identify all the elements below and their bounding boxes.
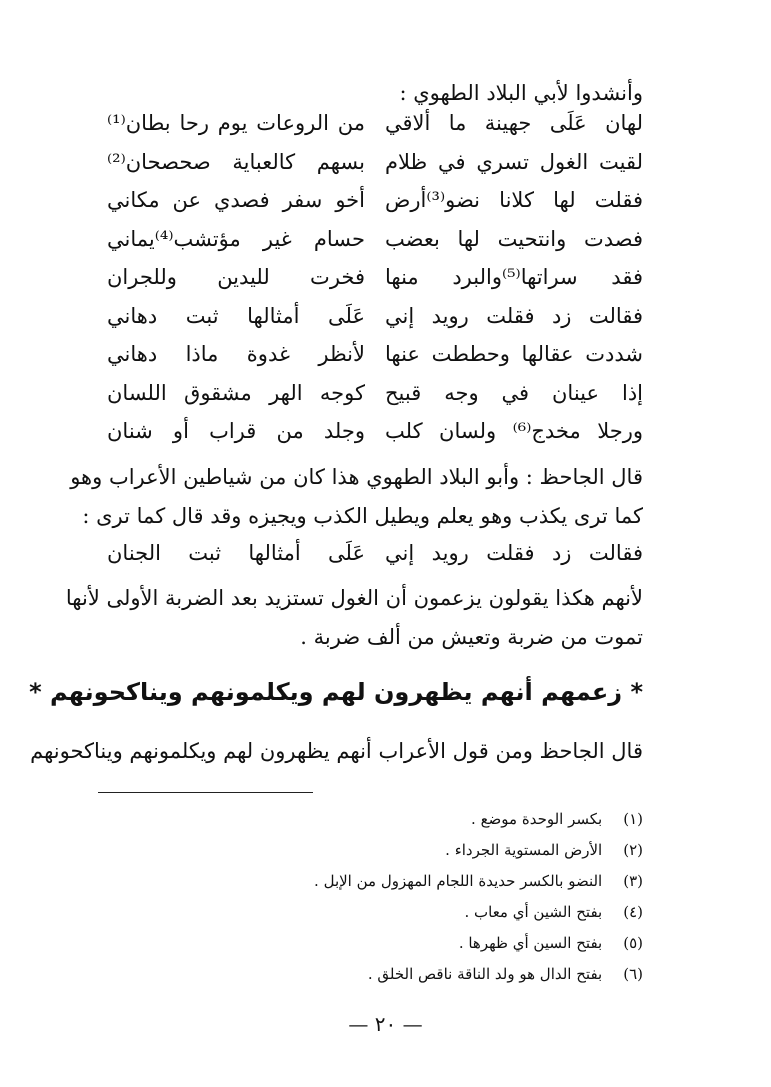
poem xyxy=(107,108,643,455)
poem-verse xyxy=(107,378,643,417)
poem-verse xyxy=(107,416,643,455)
verse-second-hemistich: حسام غير مؤتشب⁽⁴⁾يماني xyxy=(107,226,365,251)
verse-first-hemistich: لهان عَلَى جهينة ما ألاقي xyxy=(385,111,643,135)
paragraph-line: كما ترى يكذب وهو يعلم ويطيل الكذب ويجيزه وقد قال كما ترى : xyxy=(82,504,643,528)
footnote xyxy=(368,963,643,985)
footnote-number: (٦) xyxy=(623,965,643,983)
footnote-number: (٢) xyxy=(623,841,643,859)
verse-second-hemistich: بسهم كالعباية صحصحان⁽²⁾ xyxy=(107,149,365,174)
footnote xyxy=(464,901,643,923)
poem-verse xyxy=(107,108,643,147)
verse-first-hemistich: شددت عقالها وحططت عنها xyxy=(385,342,643,366)
footnote-text: الأرض المستوية الجرداء . xyxy=(445,841,603,859)
poem-verse xyxy=(107,185,643,224)
verse-first-hemistich: ورجلا مخدج⁽⁶⁾ ولسان كلب xyxy=(385,419,643,443)
footnote-divider xyxy=(98,792,313,793)
verse-second-hemistich: عَلَى أمثالها ثبت دهاني xyxy=(107,303,365,328)
verse-first-hemistich: فقلت لها كلانا نضو⁽³⁾أرض xyxy=(385,188,643,212)
footnote xyxy=(445,839,643,861)
verse-second-hemistich: كوجه الهر مشقوق اللسان xyxy=(107,380,365,405)
footnote xyxy=(459,932,643,954)
page-number: — ٢٠ — xyxy=(348,1012,423,1036)
footnote-text: بفتح الدال هو ولد الناقة ناقص الخلق . xyxy=(367,965,603,983)
verse-first-hemistich: فصدت وانتحيت لها بعضب xyxy=(385,226,643,251)
verse-first-hemistich: فقد سراتها⁽⁵⁾والبرد منها xyxy=(385,265,643,289)
verse-first-hemistich: فقالت زد فقلت رويد إني xyxy=(385,541,643,565)
paragraph-line: قال الجاحظ : وأبو البلاد الطهوي هذا كان من شياطين الأعراب وهو xyxy=(70,465,643,489)
verse-first-hemistich: لقيت الغول تسري في ظلام xyxy=(385,149,643,174)
verse-second-hemistich: لأنظر غدوة ماذا دهاني xyxy=(107,342,365,366)
verse-first-hemistich: فقالت زد فقلت رويد إني xyxy=(385,303,643,328)
poem-verse xyxy=(107,147,643,186)
paragraph-line: لأنهم هكذا يقولون يزعمون أن الغول تستزيد بعد الضربة الأولى لأنها xyxy=(65,586,643,610)
verse-first-hemistich: إذا عينان في وجه قبيح xyxy=(385,380,643,405)
quoted-verse xyxy=(107,538,643,568)
footnote-number: (١) xyxy=(623,810,643,828)
verse-second-hemistich: عَلَى أمثالها ثبت الجنان xyxy=(107,541,365,565)
footnote xyxy=(314,870,643,892)
verse-second-hemistich: وجلد من قراب أو شنان xyxy=(107,419,365,443)
section-heading: * زعمهم أنهم يظهرون لهم ويكلمونهم ويناكحونهم * xyxy=(29,678,643,706)
paragraph-line: تموت من ضربة وتعيش من ألف ضربة . xyxy=(300,625,643,649)
intro-line: وأنشدوا لأبي البلاد الطهوي : xyxy=(399,81,643,105)
verse-second-hemistich: من الروعات يوم رحا بطان⁽¹⁾ xyxy=(107,111,365,135)
footnote-number: (٤) xyxy=(623,903,643,921)
poem-verse xyxy=(107,339,643,378)
footnote-text: بكسر الوحدة موضع . xyxy=(471,810,603,828)
footnote-text: بفتح الشين أي معاب . xyxy=(464,903,603,921)
footnote-text: بفتح السين أي ظهرها . xyxy=(458,934,603,952)
footnote-text: النضو بالكسر حديدة اللجام المهزول من الإبل . xyxy=(314,872,603,890)
poem-verse xyxy=(107,262,643,301)
poem-verse xyxy=(107,301,643,340)
footnote-number: (٣) xyxy=(623,872,643,890)
verse-second-hemistich: فخرت لليدين وللجران xyxy=(107,265,365,289)
verse-second-hemistich: أخو سفر فصدي عن مكاني xyxy=(107,188,365,212)
poem-verse xyxy=(107,224,643,263)
paragraph-line: قال الجاحظ ومن قول الأعراب أنهم يظهرون لهم ويكلمونهم ويناكحونهم xyxy=(30,739,643,763)
footnote-number: (٥) xyxy=(623,934,643,952)
footnote xyxy=(471,808,643,830)
